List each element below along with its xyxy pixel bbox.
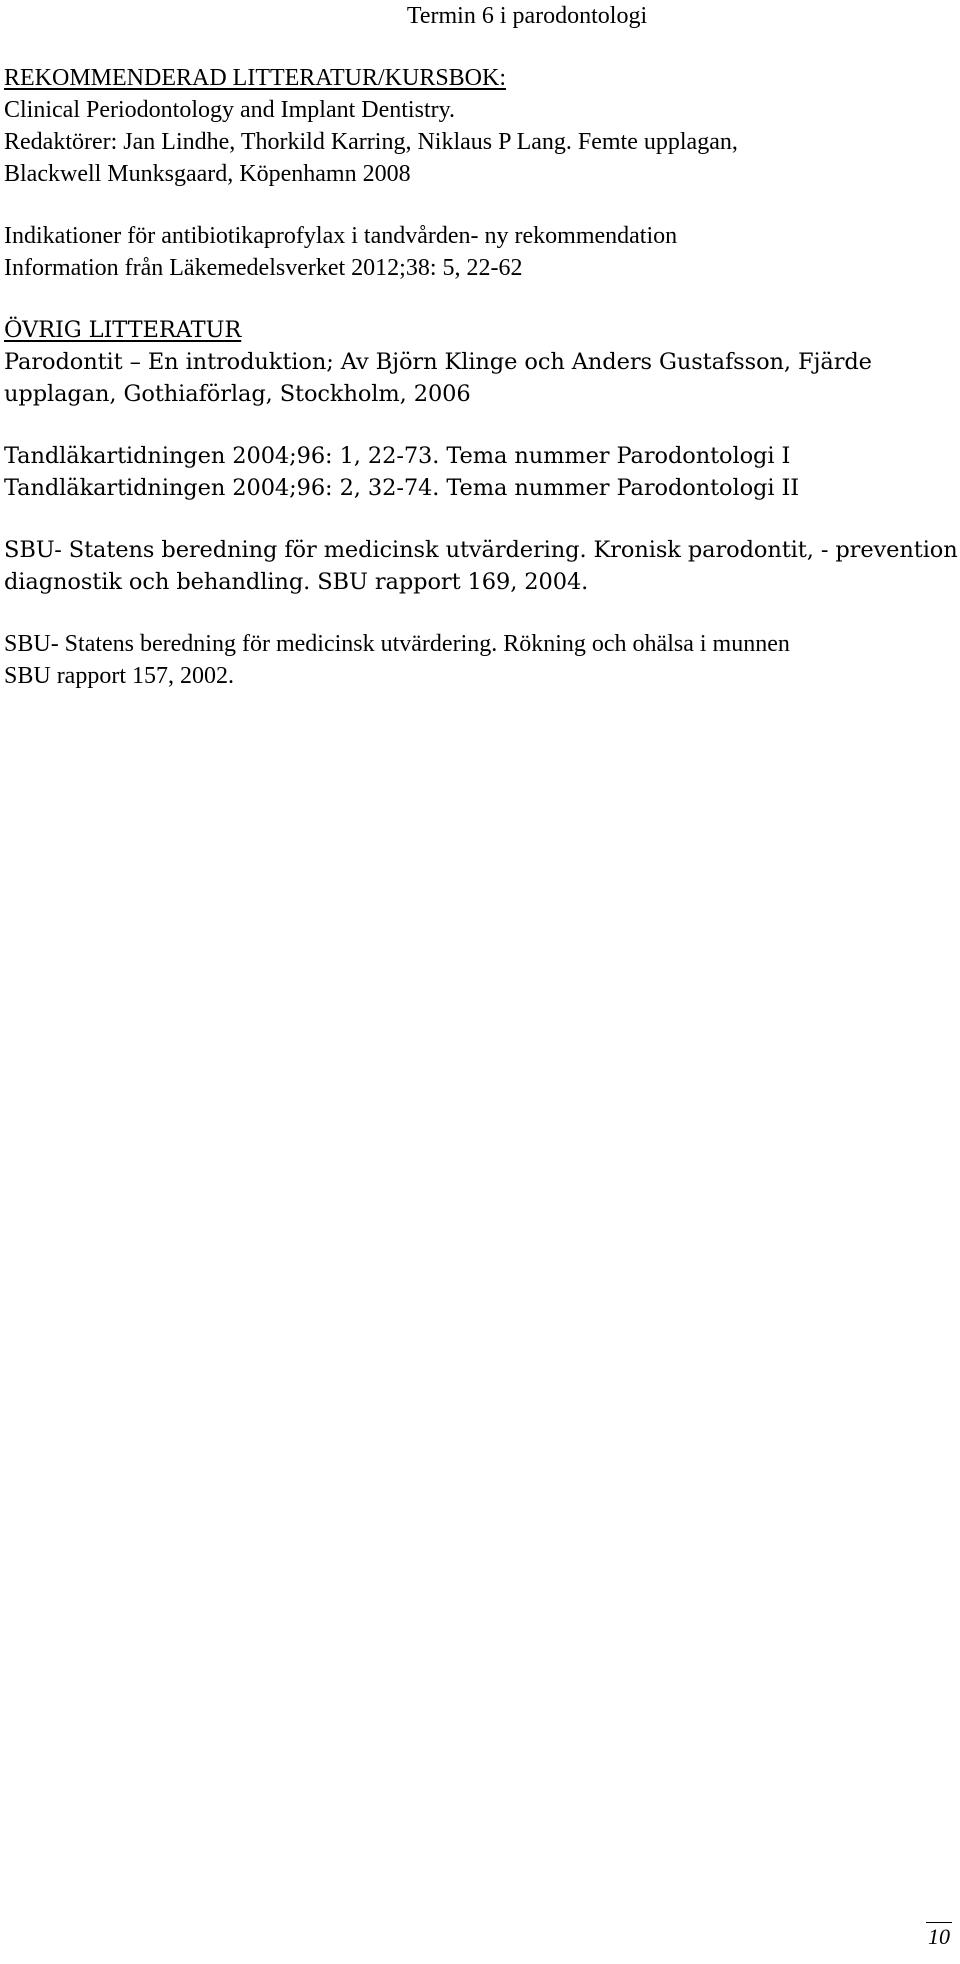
section-tandlakartidningen <box>4 440 954 504</box>
reference-line: SBU- Statens beredning för medicinsk utvärdering. Rökning och ohälsa i munnen <box>4 631 790 657</box>
reference-line: Tandläkartidningen 2004;96: 1, 22-73. Tema nummer Parodontologi I <box>4 443 791 469</box>
reference-line: Tandläkartidningen 2004;96: 2, 32-74. Tema nummer Parodontologi II <box>4 475 800 501</box>
section-sbu-periodontitis <box>4 534 958 598</box>
reference-line: Information från Läkemedelsverket 2012;38: 5, 22-62 <box>4 255 523 281</box>
page-header: Termin 6 i parodontologi <box>406 3 648 29</box>
section-heading: REKOMMENDERAD LITTERATUR/KURSBOK: <box>4 65 507 91</box>
reference-line: upplagan, Gothiaförlag, Stockholm, 2006 <box>4 381 471 407</box>
section-sbu-smoking <box>4 628 954 692</box>
reference-line: diagnostik och behandling. SBU rapport 169, 2004. <box>4 569 589 595</box>
reference-line: SBU rapport 157, 2002. <box>4 663 234 689</box>
section-recommended-literature <box>4 62 954 190</box>
section-antibiotic-prophylaxis <box>4 220 954 284</box>
reference-line: Parodontit – En introduktion; Av Björn Klinge och Anders Gustafsson, Fjärde <box>4 349 872 375</box>
reference-line: SBU- Statens beredning för medicinsk utvärdering. Kronisk parodontit, - prevention <box>4 537 958 563</box>
section-other-literature <box>4 314 954 410</box>
reference-line: Blackwell Munksgaard, Köpenhamn 2008 <box>4 161 411 187</box>
page-number: 10 <box>928 1924 950 1949</box>
reference-line: Indikationer för antibiotikaprofylax i tandvården- ny rekommendation <box>4 223 678 249</box>
document-body <box>4 62 958 722</box>
reference-line: Clinical Periodontology and Implant Dentistry. <box>4 97 456 123</box>
reference-line: Redaktörer: Jan Lindhe, Thorkild Karring, Niklaus P Lang. Femte upplagan, <box>4 129 738 155</box>
section-heading: ÖVRIG LITTERATUR <box>4 317 242 343</box>
